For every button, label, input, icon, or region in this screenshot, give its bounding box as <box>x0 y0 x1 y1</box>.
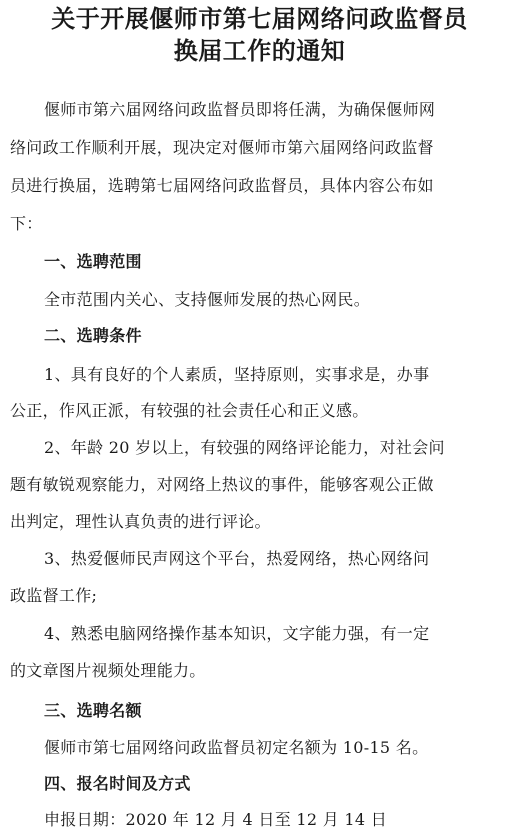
condition-item-2-cont: 题有敏锐观察能力，对网络上热议的事件，能够客观公正做 <box>10 475 434 494</box>
scope-text: 全市范围内关心、支持偃师发展的热心网民。 <box>44 290 371 309</box>
section-heading-quota: 三、选聘名额 <box>44 701 142 720</box>
intro-line: 下： <box>10 214 43 233</box>
intro-line: 员进行换届，选聘第七届网络问政监督员，具体内容公布如 <box>10 176 434 195</box>
document-title-line-1: 关于开展偃师市第七届网络问政监督员 <box>51 5 468 33</box>
quota-text: 偃师市第七届网络问政监督员初定名额为 10-15 名。 <box>44 738 429 757</box>
section-heading-conditions: 二、选聘条件 <box>44 326 142 345</box>
section-heading-scope: 一、选聘范围 <box>44 252 142 271</box>
condition-item-1: 1、具有良好的个人素质，坚持原则，实事求是，办事 <box>44 365 430 384</box>
condition-item-3-cont: 政监督工作; <box>10 586 98 605</box>
intro-line: 偃师市第六届网络问政监督员即将任满，为确保偃师网 <box>44 100 436 119</box>
document-title-line-2: 换届工作的通知 <box>173 37 346 65</box>
registration-date-text: 申报日期：2020 年 12 月 4 日至 12 月 14 日 <box>44 810 388 829</box>
condition-item-1-cont: 公正，作风正派，有较强的社会责任心和正义感。 <box>10 401 369 420</box>
condition-item-4: 4、熟悉电脑网络操作基本知识，文字能力强，有一定 <box>44 624 430 643</box>
condition-item-3: 3、热爱偃师民声网这个平台，热爱网络，热心网络问 <box>44 549 430 568</box>
condition-item-2-cont: 出判定，理性认真负责的进行评论。 <box>10 512 271 531</box>
section-heading-registration: 四、报名时间及方式 <box>44 774 191 793</box>
intro-line: 络问政工作顺利开展，现决定对偃师市第六届网络问政监督 <box>10 138 434 157</box>
condition-item-2: 2、年龄 20 岁以上，有较强的网络评论能力，对社会问 <box>44 438 445 457</box>
condition-item-4-cont: 的文章图片视频处理能力。 <box>10 661 206 680</box>
